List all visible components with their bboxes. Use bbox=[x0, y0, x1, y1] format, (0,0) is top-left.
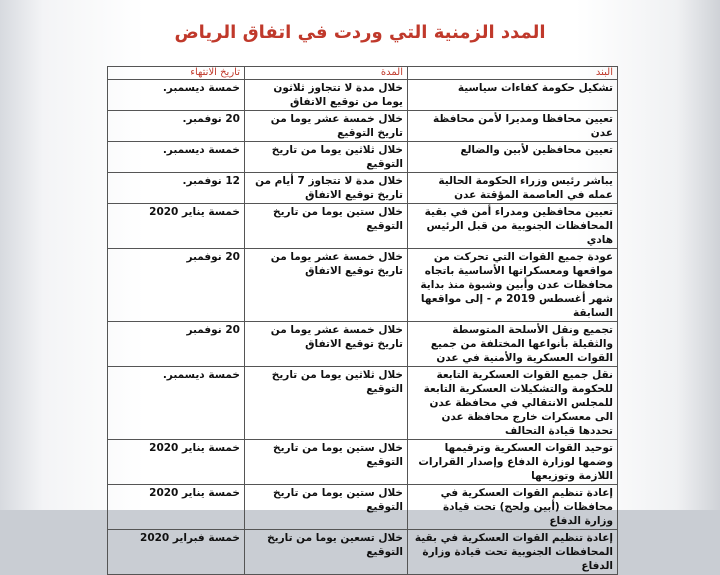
item-cell: إعادة تنظيم القوات العسكرية في محافظات (أبين ولحج) تحت قيادة وزارة الدفاع bbox=[408, 485, 618, 530]
item-cell: عودة جميع القوات التي تحركت من مواقعها ومعسكراتها الأساسية باتجاه محافظات عدن وأبين وشبوة منذ بداية شهر أغسطس 2019 م - إلى مواقعها السابقة bbox=[408, 249, 618, 322]
period-cell: خلال ستين يوما من تاريخ التوقيع bbox=[245, 485, 408, 530]
column-header-item: البند bbox=[408, 67, 618, 80]
end-date-cell: خمسة يناير 2020 bbox=[108, 440, 245, 485]
table-row bbox=[108, 440, 618, 485]
end-date-cell: خمسة ديسمبر. bbox=[108, 142, 245, 173]
period-cell: خلال ستين يوما من تاريخ التوقيع bbox=[245, 440, 408, 485]
end-date-cell: خمسة فبراير 2020 bbox=[108, 530, 245, 575]
timeline-table bbox=[107, 66, 618, 575]
period-cell: خلال خمسة عشر يوما من تاريخ توقيع الاتفاق bbox=[245, 322, 408, 367]
period-cell: خلال ثلاثين يوما من تاريخ التوقيع bbox=[245, 142, 408, 173]
table-row bbox=[108, 322, 618, 367]
table-row bbox=[108, 80, 618, 111]
item-cell: توحيد القوات العسكرية وترقيمها وضمها لوزارة الدفاع وإصدار القرارات اللازمة وتوزيعها bbox=[408, 440, 618, 485]
item-cell: نقل جميع القوات العسكرية التابعة للحكومة والتشكيلات العسكرية التابعة للمجلس الانتقالي في محافظة عدن الى معسكرات خارج محافظة عدن تحددها قيادة التحالف bbox=[408, 367, 618, 440]
item-cell: يباشر رئيس وزراء الحكومة الحالية عمله في العاصمة المؤقتة عدن bbox=[408, 173, 618, 204]
end-date-cell: خمسة يناير 2020 bbox=[108, 204, 245, 249]
table-header-row bbox=[108, 67, 618, 80]
period-cell: خلال تسعين يوما من تاريخ التوقيع bbox=[245, 530, 408, 575]
table-row bbox=[108, 485, 618, 530]
table-row bbox=[108, 173, 618, 204]
column-header-end-date: تاريخ الانتهاء bbox=[108, 67, 245, 80]
period-cell: خلال خمسة عشر يوما من تاريخ التوقيع bbox=[245, 111, 408, 142]
item-cell: تشكيل حكومة كفاءات سياسية bbox=[408, 80, 618, 111]
period-cell: خلال ثلاثين يوما من تاريخ التوقيع bbox=[245, 367, 408, 440]
table-row bbox=[108, 249, 618, 322]
end-date-cell: 12 نوفمبر. bbox=[108, 173, 245, 204]
table-row bbox=[108, 204, 618, 249]
table-row bbox=[108, 142, 618, 173]
period-cell: خلال مدة لا تتجاوز 7 أيام من تاريخ توقيع الاتفاق bbox=[245, 173, 408, 204]
table-row bbox=[108, 111, 618, 142]
end-date-cell: 20 نوفمبر. bbox=[108, 111, 245, 142]
column-header-period: المدة bbox=[245, 67, 408, 80]
table-row bbox=[108, 367, 618, 440]
period-cell: خلال مدة لا تتجاوز ثلاثون يوما من توقيع الاتفاق bbox=[245, 80, 408, 111]
end-date-cell: خمسة ديسمبر. bbox=[108, 367, 245, 440]
item-cell: تعيين محافظين ومدراء أمن في بقية المحافظات الجنوبية من قبل الرئيس هادي bbox=[408, 204, 618, 249]
end-date-cell: 20 نوفمبر bbox=[108, 322, 245, 367]
document-title: المدد الزمنية التي وردت في اتفاق الرياض bbox=[174, 22, 546, 43]
item-cell: إعادة تنظيم القوات العسكرية في بقية المحافظات الجنوبية تحت قيادة وزارة الدفاع bbox=[408, 530, 618, 575]
item-cell: تعيين محافظين لأبين والضالع bbox=[408, 142, 618, 173]
end-date-cell: خمسة ديسمبر. bbox=[108, 80, 245, 111]
period-cell: خلال ستين يوما من تاريخ التوقيع bbox=[245, 204, 408, 249]
end-date-cell: 20 نوفمبر bbox=[108, 249, 245, 322]
item-cell: تعيين محافظا ومديرا لأمن محافظة عدن bbox=[408, 111, 618, 142]
item-cell: تجميع ونقل الأسلحة المتوسطة والثقيلة بأنواعها المختلفة من جميع القوات العسكرية والأمنية في عدن bbox=[408, 322, 618, 367]
table-row bbox=[108, 530, 618, 575]
end-date-cell: خمسة يناير 2020 bbox=[108, 485, 245, 530]
period-cell: خلال خمسة عشر يوما من تاريخ توقيع الاتفاق bbox=[245, 249, 408, 322]
